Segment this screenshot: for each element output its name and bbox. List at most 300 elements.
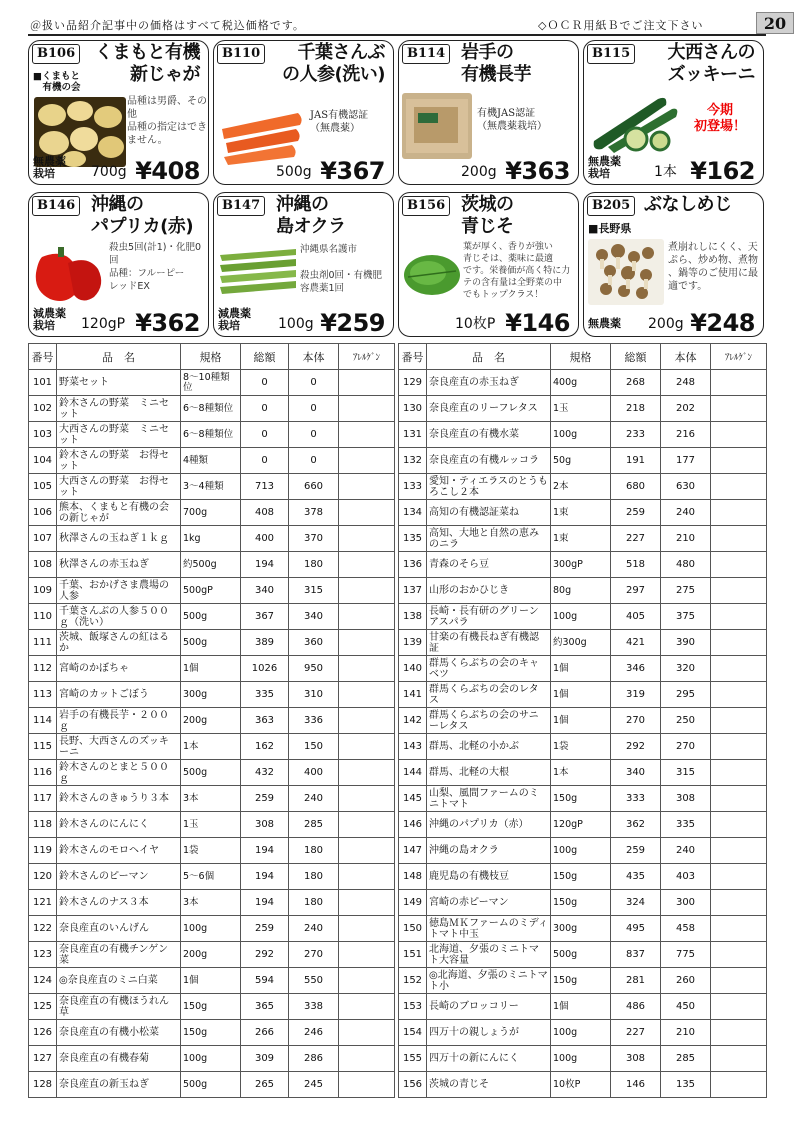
item-total-price: 333 [611,786,661,812]
item-spec: 100g [181,1046,241,1072]
price-table-left [28,343,395,1098]
table-row [399,630,767,656]
item-number: 125 [29,994,57,1020]
product-description: 有機JAS認証 （無農薬栽培） [477,108,547,132]
item-allergy [711,812,767,838]
item-allergy [711,422,767,448]
item-number: 120 [29,864,57,890]
item-name: 奈良産直のいんげん [57,916,181,942]
item-name: 四万十の新にんにく [427,1046,551,1072]
item-number: 152 [399,968,427,994]
item-base-price: 275 [661,578,711,604]
item-number: 142 [399,708,427,734]
table-row [29,786,395,812]
item-base-price: 950 [289,656,339,682]
item-base-price: 320 [661,656,711,682]
item-total-price: 292 [241,942,289,968]
item-number: 122 [29,916,57,942]
table-header-row [29,344,395,370]
table-row [29,890,395,916]
item-name: 鈴木さんのとまと５００ｇ [57,760,181,786]
item-total-price: 432 [241,760,289,786]
item-spec: 1袋 [181,838,241,864]
table-row [399,396,767,422]
item-name: 甘楽の有機長ねぎ有機認証 [427,630,551,656]
item-total-price: 292 [611,734,661,760]
product-code: B146 [32,196,80,216]
item-number: 151 [399,942,427,968]
item-allergy [339,396,395,422]
item-allergy [339,1020,395,1046]
item-allergy [711,474,767,500]
item-base-price: 336 [289,708,339,734]
ocr-note: ◇ＯＣＲ用紙Ｂでご注文下さい [538,19,704,32]
item-spec: 1玉 [551,396,611,422]
product-name: 大西さんの ズッキーニ [667,42,755,85]
table-row [29,422,395,448]
item-total-price: 259 [241,916,289,942]
okra-photo [218,241,298,297]
price-table-right [398,343,767,1098]
item-number: 128 [29,1072,57,1098]
table-row [399,864,767,890]
product-card-b205[interactable] [583,192,764,337]
item-name: 大西さんの野菜 お得セット [57,474,181,500]
item-name: 鈴木さんのきゅうり３本 [57,786,181,812]
item-base-price: 180 [289,864,339,890]
product-code: B147 [217,196,265,216]
item-number: 124 [29,968,57,994]
item-base-price: 0 [289,370,339,396]
item-spec: 100g [551,422,611,448]
item-spec: 100g [551,1020,611,1046]
item-number: 127 [29,1046,57,1072]
table-row [399,734,767,760]
item-total-price: 363 [241,708,289,734]
item-number: 134 [399,500,427,526]
item-number: 141 [399,682,427,708]
item-spec: 400g [551,370,611,396]
item-total-price: 194 [241,890,289,916]
item-base-price: 403 [661,864,711,890]
item-spec: 700g [181,500,241,526]
product-price: ¥146 [505,309,570,337]
item-name: 鈴木さんのにんにく [57,812,181,838]
table-row [29,656,395,682]
product-description: 殺虫5回(計1)・化肥0 回 品種：フルーピー レッドEX [109,242,202,292]
item-allergy [339,630,395,656]
product-price: ¥363 [505,157,570,185]
item-allergy [339,864,395,890]
item-total-price: 227 [611,1020,661,1046]
item-name: 群馬くらぶちの会のサニーレタス [427,708,551,734]
table-row [399,474,767,500]
item-spec: 6～8種類位 [181,396,241,422]
item-name: 奈良産直の有機ルッコラ [427,448,551,474]
item-name: 青森のそら豆 [427,552,551,578]
item-total-price: 0 [241,370,289,396]
item-name: 群馬、北軽の小かぶ [427,734,551,760]
table-row [29,630,395,656]
item-allergy [711,708,767,734]
item-spec: 1個 [551,682,611,708]
item-base-price: 480 [661,552,711,578]
item-number: 115 [29,734,57,760]
item-base-price: 270 [289,942,339,968]
cultivation-label: 減農薬 栽培 [218,307,251,332]
item-spec: 10枚P [551,1072,611,1098]
item-total-price: 259 [611,838,661,864]
item-allergy [711,786,767,812]
item-name: 高知の有機認証菜ね [427,500,551,526]
item-base-price: 180 [289,890,339,916]
item-allergy [711,864,767,890]
item-base-price: 300 [661,890,711,916]
item-spec: 100g [551,838,611,864]
item-total-price: 259 [241,786,289,812]
item-spec: 500g [181,604,241,630]
item-name: 沖縄のパプリカ（赤） [427,812,551,838]
item-name: 群馬くらぶちの会のキャベツ [427,656,551,682]
table-row [399,760,767,786]
item-spec: 約500g [181,552,241,578]
item-spec: 500g [181,1072,241,1098]
table-row [29,994,395,1020]
shiso-photo [402,247,464,301]
product-name: 千葉さんぶ の人参(洗い) [282,42,385,85]
item-spec: 2本 [551,474,611,500]
item-number: 146 [399,812,427,838]
item-name: 長崎のブロッコリー [427,994,551,1020]
item-number: 126 [29,1020,57,1046]
item-total-price: 0 [241,396,289,422]
table-row [399,552,767,578]
item-name: 鈴木さんの野菜 お得セット [57,448,181,474]
cultivation-label: 無農薬 栽培 [588,155,621,180]
item-name: 四万十の親しょうが [427,1020,551,1046]
item-base-price: 210 [661,1020,711,1046]
item-base-price: 210 [661,526,711,552]
item-allergy [339,500,395,526]
product-card-b110[interactable] [213,40,394,185]
item-allergy [711,578,767,604]
item-base-price: 248 [661,370,711,396]
item-name: 徳島ＭＫファームのミディトマト中玉 [427,916,551,942]
item-allergy [339,942,395,968]
item-base-price: 660 [289,474,339,500]
item-number: 130 [399,396,427,422]
item-allergy [339,812,395,838]
item-allergy [339,708,395,734]
item-number: 153 [399,994,427,1020]
item-base-price: 260 [661,968,711,994]
item-name: 大西さんの野菜 ミニセット [57,422,181,448]
item-spec: 1個 [551,708,611,734]
product-code: B156 [402,196,450,216]
item-name: 長野、大西さんのズッキーニ [57,734,181,760]
table-row [399,422,767,448]
header-spec: 規格 [551,344,611,370]
item-allergy [711,760,767,786]
item-allergy [711,656,767,682]
item-number: 103 [29,422,57,448]
product-card-b114[interactable] [398,40,579,185]
header-allergy: ｱﾚﾙｹﾞﾝ [339,344,395,370]
product-card-b156[interactable] [398,192,579,337]
item-allergy [339,968,395,994]
item-total-price: 297 [611,578,661,604]
item-number: 145 [399,786,427,812]
item-base-price: 295 [661,682,711,708]
table-row [399,604,767,630]
item-spec: 1個 [181,968,241,994]
item-base-price: 180 [289,552,339,578]
item-name: 北海道、夕張のミニトマト大容量 [427,942,551,968]
item-allergy [339,838,395,864]
product-price: ¥362 [135,309,200,337]
item-number: 147 [399,838,427,864]
item-number: 111 [29,630,57,656]
item-total-price: 1026 [241,656,289,682]
item-total-price: 421 [611,630,661,656]
item-spec: 80g [551,578,611,604]
item-spec: 1束 [551,500,611,526]
item-base-price: 180 [289,838,339,864]
table-header-row [399,344,767,370]
item-allergy [711,526,767,552]
product-card-b146[interactable] [28,192,209,337]
item-spec: 200g [181,708,241,734]
item-allergy [339,1072,395,1098]
item-name: 山梨、風間ファームのミニトマト [427,786,551,812]
item-total-price: 713 [241,474,289,500]
table-row [29,968,395,994]
table-row [399,500,767,526]
item-base-price: 177 [661,448,711,474]
item-name: 熊本、くまもと有機の会の新じゃが [57,500,181,526]
item-number: 114 [29,708,57,734]
item-allergy [339,916,395,942]
item-base-price: 775 [661,942,711,968]
header-spec: 規格 [181,344,241,370]
header-number: 番号 [399,344,427,370]
product-card-b115[interactable] [583,40,764,185]
item-base-price: 400 [289,760,339,786]
item-number: 139 [399,630,427,656]
item-name: 秋澤さんの玉ねぎ１ｋｇ [57,526,181,552]
item-name: ◎北海道、夕張のミニトマト小 [427,968,551,994]
item-base-price: 270 [661,734,711,760]
item-base-price: 335 [661,812,711,838]
item-allergy [339,422,395,448]
item-number: 149 [399,890,427,916]
table-row [399,370,767,396]
item-allergy [711,682,767,708]
product-price: ¥408 [135,157,200,185]
product-code: B110 [217,44,265,64]
item-spec: 8～10種類位 [181,370,241,396]
item-spec: 500g [551,942,611,968]
item-spec: 4種類 [181,448,241,474]
item-total-price: 308 [611,1046,661,1072]
item-total-price: 319 [611,682,661,708]
item-number: 138 [399,604,427,630]
tax-note: ＠扱い品紹介記事中の価格はすべて税込価格です。 [30,19,305,32]
item-base-price: 135 [661,1072,711,1098]
item-base-price: 0 [289,422,339,448]
item-number: 107 [29,526,57,552]
item-total-price: 408 [241,500,289,526]
item-base-price: 315 [661,760,711,786]
item-number: 116 [29,760,57,786]
table-row [29,812,395,838]
item-total-price: 194 [241,552,289,578]
item-allergy [711,370,767,396]
header-base: 本体 [289,344,339,370]
cultivation-label: 減農薬 栽培 [33,307,66,332]
table-row [29,838,395,864]
item-name: 長崎・長有研のグリーンアスパラ [427,604,551,630]
table-row [29,526,395,552]
item-spec: 3本 [181,786,241,812]
item-spec: 150g [181,1020,241,1046]
item-total-price: 495 [611,916,661,942]
item-allergy [711,1072,767,1098]
item-total-price: 435 [611,864,661,890]
item-number: 148 [399,864,427,890]
item-base-price: 246 [289,1020,339,1046]
product-price: ¥162 [690,157,755,185]
item-allergy [339,578,395,604]
item-allergy [711,734,767,760]
item-base-price: 315 [289,578,339,604]
product-name: 茨城の 青じそ [461,194,514,237]
item-allergy [711,994,767,1020]
item-allergy [711,838,767,864]
item-base-price: 0 [289,396,339,422]
product-description: 葉が厚く、香りが強い 青じそは、薬味に最適 です。栄養価が高く特に力 テの含有量は全野菜の中 でもトップクラス！ [463,242,571,300]
item-allergy [711,916,767,942]
item-base-price: 240 [661,500,711,526]
product-card-b147[interactable] [213,192,394,337]
item-allergy [339,734,395,760]
item-number: 156 [399,1072,427,1098]
item-spec: 1個 [181,656,241,682]
item-allergy [339,656,395,682]
header-number: 番号 [29,344,57,370]
table-row [399,838,767,864]
item-total-price: 340 [611,760,661,786]
item-total-price: 233 [611,422,661,448]
product-card-b106[interactable] [28,40,209,185]
item-allergy [339,604,395,630]
product-quantity: 700g [91,164,127,180]
item-allergy [339,448,395,474]
item-base-price: 250 [661,708,711,734]
item-total-price: 340 [241,578,289,604]
page-number: 20 [756,12,794,34]
item-spec: 1個 [551,994,611,1020]
item-base-price: 450 [661,994,711,1020]
item-allergy [711,604,767,630]
product-quantity: 100g [278,316,314,332]
shimeji-photo [588,239,664,305]
item-number: 121 [29,890,57,916]
cultivation-label: 無農薬 栽培 [33,155,66,180]
item-name: 鈴木さんのピーマン [57,864,181,890]
product-code: B205 [587,196,635,216]
item-total-price: 594 [241,968,289,994]
item-allergy [339,682,395,708]
table-row [29,396,395,422]
item-allergy [711,890,767,916]
table-row [29,604,395,630]
item-total-price: 259 [611,500,661,526]
item-total-price: 518 [611,552,661,578]
item-number: 123 [29,942,57,968]
item-number: 106 [29,500,57,526]
item-number: 112 [29,656,57,682]
item-name: ◎奈良産直のミニ白菜 [57,968,181,994]
table-row [29,1046,395,1072]
item-base-price: 550 [289,968,339,994]
item-spec: 150g [551,786,611,812]
item-number: 102 [29,396,57,422]
item-total-price: 281 [611,968,661,994]
item-base-price: 202 [661,396,711,422]
item-spec: 1個 [551,656,611,682]
item-name: 奈良産直の有機水菜 [427,422,551,448]
table-row [399,1020,767,1046]
item-total-price: 218 [611,396,661,422]
item-base-price: 240 [289,786,339,812]
table-row [399,786,767,812]
item-name: 秋澤さんの赤玉ねぎ [57,552,181,578]
item-base-price: 245 [289,1072,339,1098]
yam-photo [402,93,472,159]
item-spec: 150g [551,968,611,994]
item-number: 108 [29,552,57,578]
product-description: JAS有機認証 （無農薬） [310,110,369,134]
item-spec: 500gP [181,578,241,604]
item-base-price: 240 [289,916,339,942]
item-allergy [711,630,767,656]
product-code: B114 [402,44,450,64]
item-total-price: 265 [241,1072,289,1098]
table-row [29,916,395,942]
table-row [399,526,767,552]
item-total-price: 227 [611,526,661,552]
item-base-price: 285 [661,1046,711,1072]
header-base: 本体 [661,344,711,370]
item-spec: 150g [551,890,611,916]
table-row [29,448,395,474]
item-name: 奈良産直の新玉ねぎ [57,1072,181,1098]
item-total-price: 270 [611,708,661,734]
item-name: 奈良産直の有機小松菜 [57,1020,181,1046]
table-row [29,500,395,526]
product-quantity: 1本 [654,164,677,180]
table-row [399,708,767,734]
item-name: 野菜セット [57,370,181,396]
item-base-price: 340 [289,604,339,630]
item-spec: 150g [551,864,611,890]
item-total-price: 194 [241,838,289,864]
item-allergy [339,760,395,786]
product-code: B106 [32,44,80,64]
item-spec: 50g [551,448,611,474]
item-spec: 100g [551,604,611,630]
